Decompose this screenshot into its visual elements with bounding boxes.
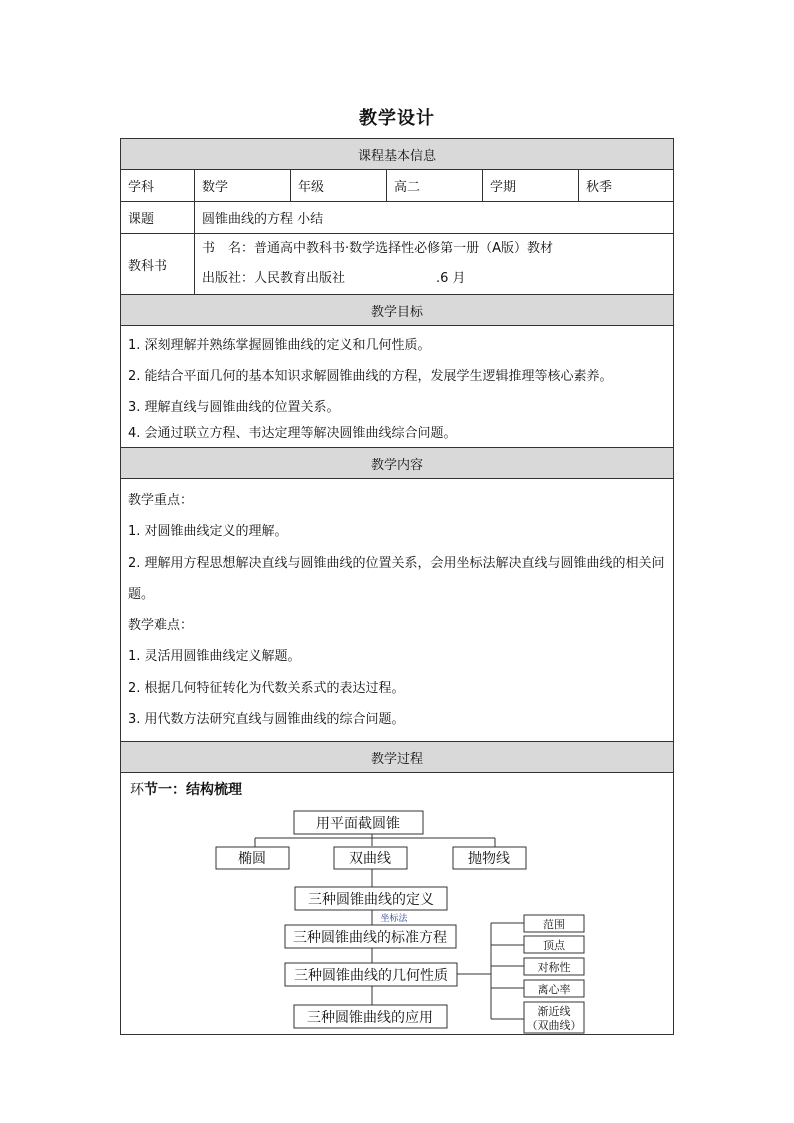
topic-label: 课题: [121, 202, 195, 234]
property-asymptote: 渐近线: [537, 1005, 571, 1019]
goal-item: 2. 能结合平面几何的基本知识求解圆锥曲线的方程，发展学生逻辑推理等核心素养。: [128, 369, 613, 384]
structure-diagram: [121, 773, 674, 1034]
key-point-item: 2. 理解用方程思想解决直线与圆锥曲线的位置关系，会用坐标法解决直线与圆锥曲线的相关问题。: [128, 555, 665, 602]
property-symmetry: 对称性: [537, 961, 571, 975]
section-header-basic-info: 课程基本信息: [121, 139, 674, 170]
diagram-properties: 三种圆锥曲线的几何性质: [294, 968, 448, 985]
diagram-curve-parabola: 抛物线: [468, 851, 510, 868]
diagram-method-label: 坐标法: [380, 914, 408, 925]
diagram-equation: 三种圆锥曲线的标准方程: [293, 930, 447, 947]
property-vertex: 顶点: [543, 939, 565, 953]
difficult-points-label: 教学难点：: [128, 618, 194, 634]
grade-label: 年级: [291, 170, 387, 202]
property-range: 范围: [543, 918, 565, 932]
goal-item: 4. 会通过联立方程、韦达定理等解决圆锥曲线综合问题。: [128, 426, 457, 441]
term-value: 秋季: [579, 170, 674, 202]
document-title: 教学设计: [359, 108, 435, 129]
goals-list: [121, 326, 674, 448]
lesson-plan-table: [120, 138, 674, 1035]
diagram-curve-hyperbola: 双曲线: [349, 851, 391, 868]
textbook-label: 教科书: [121, 234, 195, 295]
process-body: [121, 773, 674, 1035]
diagram-definition: 三种圆锥曲线的定义: [308, 892, 434, 909]
textbook-name: 书 名：普通高中教科书·数学选择性必修第一册（A版）教材: [202, 241, 554, 256]
key-points-label: 教学重点：: [128, 493, 194, 508]
property-asymptote-note: （双曲线）: [526, 1019, 582, 1033]
section-header-content: 教学内容: [121, 448, 674, 479]
difficult-point-item: 2. 根据几何特征转化为代数关系式的表达过程。: [128, 680, 405, 696]
subject-value: 数学: [195, 170, 291, 202]
content-body: [121, 479, 674, 742]
textbook-publisher: 出版社：人民教育出版社 .6 月: [202, 271, 466, 286]
goal-item: 1. 深刻理解并熟练掌握圆锥曲线的定义和几何性质。: [128, 338, 431, 353]
stage-title-text: 节一：结构梳理: [144, 782, 242, 799]
diagram-curve-ellipse: 椭圆: [238, 851, 266, 868]
property-eccentricity: 离心率: [537, 983, 571, 997]
diagram-root: 用平面截圆锥: [316, 816, 400, 833]
term-label: 学期: [483, 170, 579, 202]
topic-value: 圆锥曲线的方程 小结: [195, 202, 674, 234]
stage-title-prefix: 环: [130, 782, 144, 799]
difficult-point-item: 1. 灵活用圆锥曲线定义解题。: [128, 649, 301, 665]
section-header-goals: 教学目标: [121, 295, 674, 326]
key-point-item: 1. 对圆锥曲线定义的理解。: [128, 524, 288, 540]
goal-item: 3. 理解直线与圆锥曲线的位置关系。: [128, 400, 340, 415]
diagram-application: 三种圆锥曲线的应用: [307, 1010, 433, 1027]
textbook-info: [195, 234, 674, 295]
section-header-process: 教学过程: [121, 742, 674, 773]
subject-label: 学科: [121, 170, 195, 202]
difficult-point-item: 3. 用代数方法研究直线与圆锥曲线的综合问题。: [128, 712, 405, 728]
grade-value: 高二: [387, 170, 483, 202]
